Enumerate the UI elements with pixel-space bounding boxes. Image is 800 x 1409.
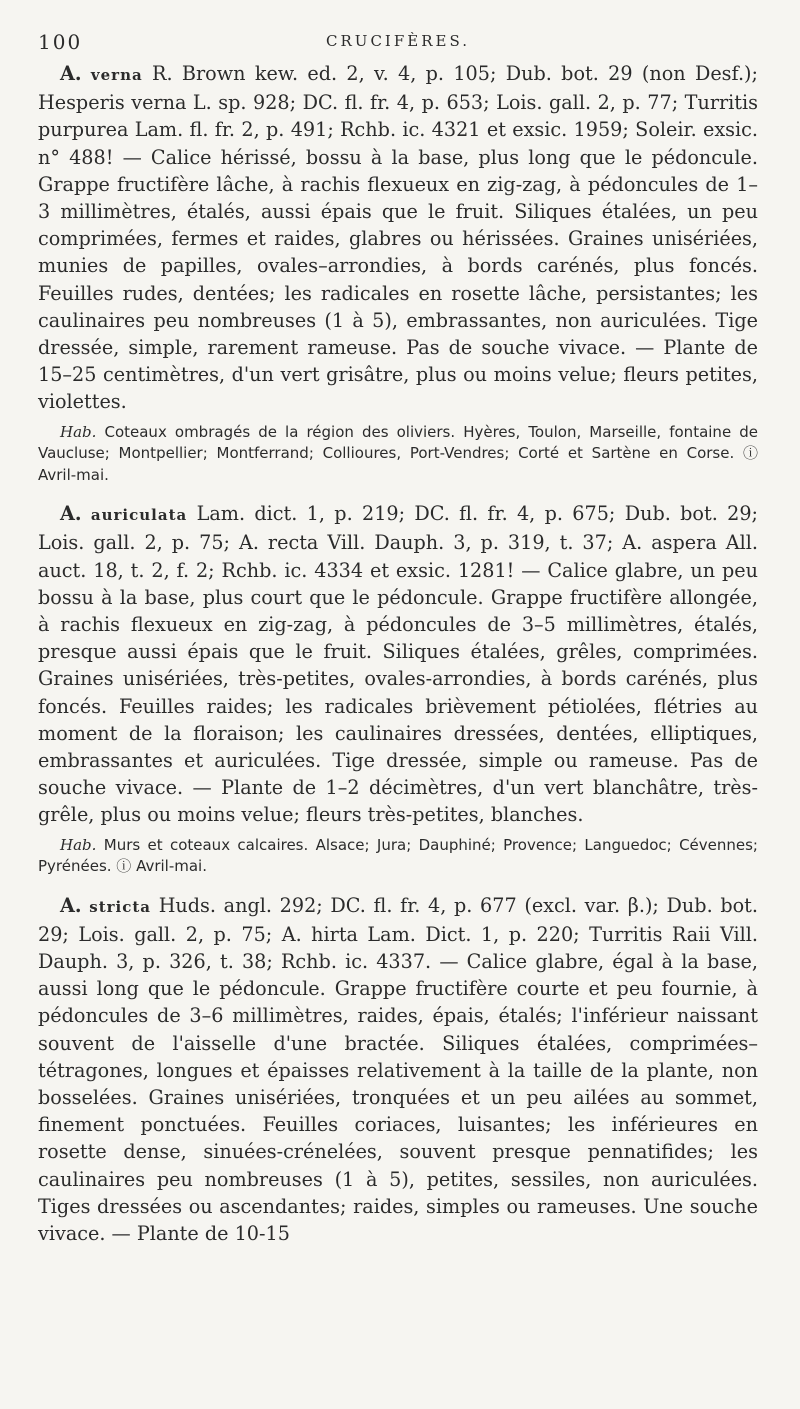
description-text: R. Brown kew. ed. 2, v. 4, p. 105; Dub. bot. 29 (non Desf.); Hesperis verna L. sp. 928; DC. fl. fr. 4, p. 653; Lois. gall. 2, p. 77; Turritis purpurea Lam. fl. fr. 2, p. 491; Rchb. ic. 4321 et exsic. 1959; Soleir. exsic. n° 488! — Calice hérissé, bossu à la base, plus long que le pédoncule. Grappe fructifère lâche, à rachis flexueux en zig-zag, à pédoncules de 1–3 millimètres, étalés, aussi épais que le fruit. Siliques étalées, un peu comprimées, fermes et raides, glabres ou hérissées. Graines unisériées, munies de papilles, ovales–arrondies, à bords carénés, plus foncés. Feuilles rudes, dentées; les radicales en rosette lâche, persistantes; les caulinaires peu nombreuses (1 à 5), embrassantes, non auriculées. Tige dressée, simple, rarement rameuse. Pas de souche vivace. — Plante de 15–25 centimètres, d'un vert grisâtre, plus ou moins velue; fleurs petites, violettes. (38, 62, 758, 414)
species-name: verna (90, 66, 143, 84)
habitat-text: Coteaux ombragés de la région des oliviers. Hyères, Toulon, Marseille, fontaine de Vaucluse; Montpellier; Montferrand; Collioures, Port-Vendres; Corté et Sartène en Corse. ⓘ Avril-mai. (38, 422, 758, 484)
genus-letter: A. (60, 502, 82, 526)
page-number: 100 (38, 30, 83, 54)
habitat-label: Hab. (60, 422, 97, 441)
habitat-label: Hab. (60, 835, 97, 854)
species-entry-verna (38, 60, 758, 486)
habitat-note (38, 422, 758, 487)
species-description (38, 60, 758, 416)
species-entry-auriculata (38, 500, 758, 877)
species-description (38, 892, 758, 1248)
species-name: auriculata (90, 506, 188, 525)
genus-letter: A. (60, 62, 82, 85)
running-title: CRUCIFÈRES. (326, 32, 470, 50)
habitat-text: Murs et coteaux calcaires. Alsace; Jura; Dauphiné; Provence; Languedoc; Cévennes; Pyrénées. ⓘ Avril-mai. (38, 835, 758, 876)
species-description (38, 500, 758, 828)
description-text: Lam. dict. 1, p. 219; DC. fl. fr. 4, p. 675; Dub. bot. 29; Lois. gall. 2, p. 75; A. recta Vill. Dauph. 3, p. 319, t. 37; A. aspera All. auct. 18, t. 2, f. 2; Rchb. ic. 4334 et exsic. 1281! — Calice glabre, un peu bossu à la base, plus court que le pédoncule. Grappe fructifère allongée, à rachis flexueux en zig-zag, à pédoncules de 3–5 millimètres, étalés, presque aussi épais que le fruit. Siliques étalées, grêles, comprimées. Graines unisériées, très-petites, ovales-arrondies, à bords carénés, plus foncés. Feuilles raides; les radicales brièvement pétiolées, flétries au moment de la floraison; les caulinaires dressées, dentées, elliptiques, embrassantes et auriculées. Tige dressée, simple ou rameuse. Pas de souche vivace. — Plante de 1–2 décimètres, d'un vert blanchâtre, très-grêle, plus ou moins velue; fleurs très-petites, blanches. (38, 502, 758, 827)
habitat-note (38, 835, 758, 878)
genus-letter: A. (60, 893, 82, 917)
description-text: Huds. angl. 292; DC. fl. fr. 4, p. 677 (excl. var. β.); Dub. bot. 29; Lois. gall. 2, p. 75; A. hirta Lam. Dict. 1, p. 220; Turritis Raii Vill. Dauph. 3, p. 326, t. 38; Rchb. ic. 4337. — Calice glabre, égal à la base, aussi long que le pédoncule. Grappe fructifère courte et peu fournie, à pédoncules de 3–6 millimètres, raides, épais, étalés; l'inférieur naissant souvent de l'aisselle d'une bractée. Siliques étalées, comprimées–tétragones, longues et épaisses relativement à la taille de la plante, non bosselées. Graines unisériées, tronquées et un peu ailées au sommet, finement ponctuées. Feuilles coriaces, luisantes; les inférieures en rosette dense, sinuées-crénelées, souvent presque pennatifides; les caulinaires peu nombreuses (1 à 5), petites, sessiles, non auriculées. Tiges dressées ou ascendantes; raides, simples ou rameuses. Une souche vivace. — Plante de 10-15 (38, 893, 758, 1246)
species-name: stricta (89, 897, 152, 916)
species-entry-stricta (38, 892, 758, 1248)
running-head (38, 20, 758, 60)
